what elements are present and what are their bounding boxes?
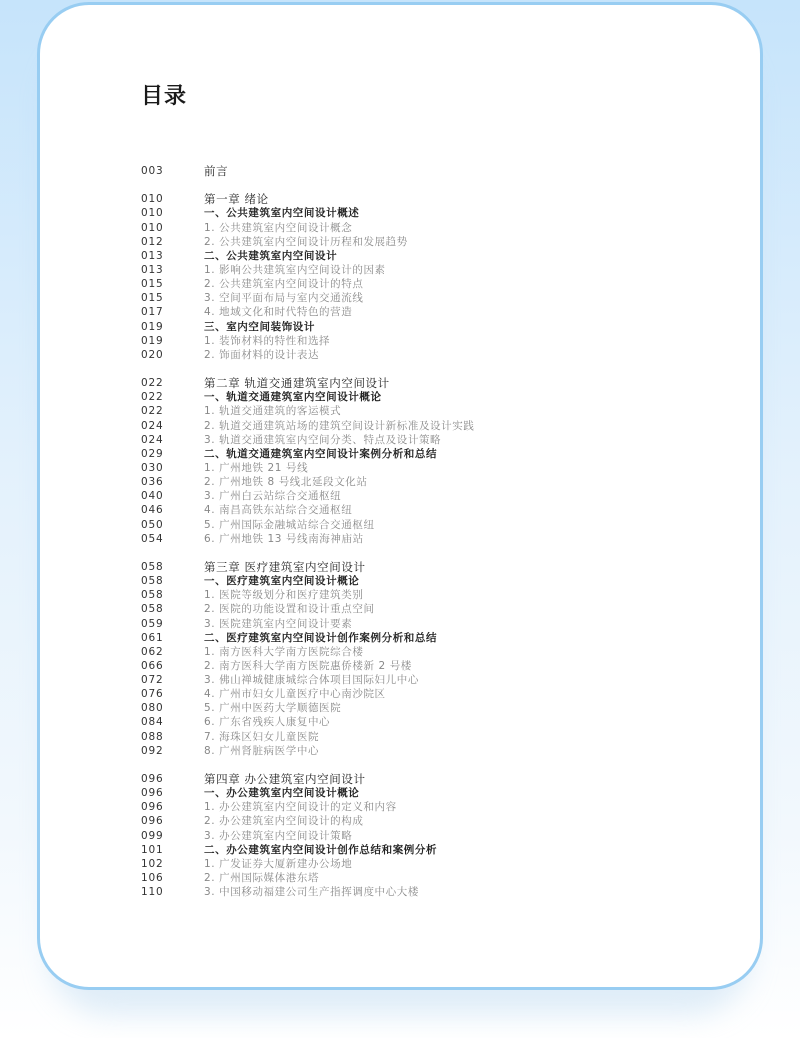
entry-title: 第一章 绪论 [204,192,269,207]
toc-entry-chapter[interactable] [141,376,741,390]
toc-entry-item[interactable] [141,404,741,418]
toc-entry-section[interactable] [141,574,741,588]
entry-title: 一、医疗建筑室内空间设计概论 [204,575,360,588]
toc-entry-item[interactable] [141,645,741,659]
page-number: 088 [141,730,164,743]
page-number: 024 [141,419,164,432]
page-number: 099 [141,829,164,842]
page-number: 092 [141,744,164,757]
toc-entry-item[interactable] [141,744,741,758]
page-number: 076 [141,688,164,701]
toc-entry-item[interactable] [141,334,741,348]
toc-entry-item[interactable] [141,602,741,616]
page-number: 054 [141,532,164,545]
group-spacer [141,362,741,376]
toc-entry-section[interactable] [141,320,741,334]
entry-title: 1. 广州地铁 21 号线 [204,461,309,474]
entry-title: 二、轨道交通建筑室内空间设计案例分析和总结 [204,447,438,460]
page-number: 022 [141,405,164,418]
toc-card [37,2,763,990]
entry-title: 4. 广州市妇女儿童医疗中心南沙院区 [204,688,386,701]
entry-title: 第二章 轨道交通建筑室内空间设计 [204,376,390,391]
page-number: 019 [141,334,164,347]
entry-title: 三、室内空间装饰设计 [204,320,315,333]
page-number: 012 [141,235,164,248]
toc-entry-item[interactable] [141,885,741,899]
entry-title: 1. 医院等级划分和医疗建筑类别 [204,589,364,602]
entry-title: 2. 广州国际媒体港东塔 [204,872,320,885]
page-number: 062 [141,645,164,658]
toc-entry-item[interactable] [141,305,741,319]
page-number: 096 [141,773,164,786]
entry-title: 2. 公共建筑室内空间设计历程和发展趋势 [204,235,408,248]
page-number: 096 [141,801,164,814]
entry-title: 3. 中国移动福建公司生产指挥调度中心大楼 [204,886,419,899]
entry-title: 第四章 办公建筑室内空间设计 [204,772,366,787]
toc-entry-chapter[interactable] [141,192,741,206]
page-number: 040 [141,490,164,503]
toc-entry-item[interactable] [141,348,741,362]
toc-entry-section[interactable] [141,631,741,645]
page-number: 019 [141,320,164,333]
entry-title: 一、办公建筑室内空间设计概论 [204,787,360,800]
toc-entry-item[interactable] [141,687,741,701]
toc-entry-item[interactable] [141,489,741,503]
toc-entry-chapter[interactable] [141,560,741,574]
page-number: 010 [141,221,164,234]
toc-entry-item[interactable] [141,433,741,447]
page-number: 096 [141,787,164,800]
toc-entry-item[interactable] [141,701,741,715]
page-number: 003 [141,165,164,177]
entry-title: 二、医疗建筑室内空间设计创作案例分析和总结 [204,631,438,644]
toc-entry-chapter[interactable] [141,164,741,178]
page-number: 096 [141,815,164,828]
entry-title: 6. 广东省残疾人康复中心 [204,716,331,729]
entry-title: 2. 饰面材料的设计表达 [204,348,320,361]
toc-entry-item[interactable] [141,263,741,277]
page-number: 058 [141,603,164,616]
toc-entry-item[interactable] [141,518,741,532]
toc-entry-item[interactable] [141,814,741,828]
entry-title: 二、公共建筑室内空间设计 [204,249,338,262]
entry-title: 2. 医院的功能设置和设计重点空间 [204,603,375,616]
group-spacer [141,546,741,560]
group-spacer [141,758,741,772]
toc-entry-item[interactable] [141,419,741,433]
toc-entry-item[interactable] [141,730,741,744]
page-number: 072 [141,674,164,687]
toc-entry-item[interactable] [141,617,741,631]
entry-title: 1. 轨道交通建筑的客运模式 [204,405,342,418]
entry-title: 1. 南方医科大学南方医院综合楼 [204,645,364,658]
toc-entry-item[interactable] [141,503,741,517]
toc-entry-section[interactable] [141,843,741,857]
toc-entry-section[interactable] [141,390,741,404]
page-number: 058 [141,589,164,602]
page-number: 058 [141,575,164,588]
page-number: 101 [141,843,164,856]
entry-title: 第三章 医疗建筑室内空间设计 [204,559,366,574]
entry-title: 3. 广州白云站综合交通枢纽 [204,490,342,503]
entry-title: 3. 空间平面布局与室内交通流线 [204,292,364,305]
page-number: 061 [141,631,164,644]
group-spacer [141,178,741,192]
entry-title: 前言 [204,164,229,178]
toc-entry-section[interactable] [141,447,741,461]
page-number: 030 [141,461,164,474]
toc-entry-item[interactable] [141,588,741,602]
toc-entry-item[interactable] [141,291,741,305]
toc-entry-item[interactable] [141,857,741,871]
entry-title: 2. 南方医科大学南方医院惠侨楼新 2 号楼 [204,659,412,672]
page-number: 046 [141,504,164,517]
toc-entry-item[interactable] [141,871,741,885]
page-number: 106 [141,872,164,885]
entry-title: 2. 广州地铁 8 号线北延段文化站 [204,476,368,489]
page-title: 目录 [141,84,188,109]
entry-title: 2. 办公建筑室内空间设计的构成 [204,815,364,828]
entry-title: 1. 装饰材料的特性和选择 [204,334,331,347]
page-number: 020 [141,348,164,361]
entry-title: 3. 轨道交通建筑室内空间分类、特点及设计策略 [204,433,442,446]
entry-title: 2. 轨道交通建筑站场的建筑空间设计新标准及设计实践 [204,419,475,432]
page-number: 059 [141,617,164,630]
toc-entry-item[interactable] [141,475,741,489]
entry-title: 4. 南昌高铁东站综合交通枢纽 [204,504,353,517]
toc-entry-chapter[interactable] [141,772,741,786]
entry-title: 3. 办公建筑室内空间设计策略 [204,829,353,842]
page-number: 017 [141,306,164,319]
page-number: 013 [141,263,164,276]
toc-entry-item[interactable] [141,659,741,673]
page-number: 102 [141,857,164,870]
entry-title: 一、公共建筑室内空间设计概述 [204,207,360,220]
toc-entry-item[interactable] [141,829,741,843]
toc-entry-section[interactable] [141,249,741,263]
toc-entry-item[interactable] [141,235,741,249]
page-number: 110 [141,886,164,899]
toc-entry-item[interactable] [141,673,741,687]
page-number: 036 [141,476,164,489]
entry-title: 6. 广州地铁 13 号线南海神庙站 [204,532,364,545]
toc-entry-item[interactable] [141,715,741,729]
toc-entry-section[interactable] [141,786,741,800]
page-number: 015 [141,292,164,305]
page-number: 080 [141,702,164,715]
page-number: 084 [141,716,164,729]
page-number: 015 [141,278,164,291]
toc-entry-section[interactable] [141,206,741,220]
entry-title: 一、轨道交通建筑室内空间设计概论 [204,391,382,404]
toc-entry-item[interactable] [141,800,741,814]
page-number: 010 [141,193,164,206]
page-number: 024 [141,433,164,446]
entry-title: 5. 广州国际金融城站综合交通枢纽 [204,518,375,531]
page-number: 050 [141,518,164,531]
entry-title: 4. 地域文化和时代特色的营造 [204,306,353,319]
entry-title: 8. 广州肾脏病医学中心 [204,744,320,757]
entry-title: 3. 佛山禅城健康城综合体项目国际妇儿中心 [204,674,419,687]
entry-title: 1. 办公建筑室内空间设计的定义和内容 [204,801,397,814]
entry-title: 1. 影响公共建筑室内空间设计的因素 [204,263,386,276]
entry-title: 5. 广州中医药大学顺德医院 [204,702,342,715]
toc-entry-item[interactable] [141,532,741,546]
entry-title: 3. 医院建筑室内空间设计要素 [204,617,353,630]
page-number: 029 [141,447,164,460]
entry-title: 7. 海珠区妇女儿童医院 [204,730,320,743]
entry-title: 二、办公建筑室内空间设计创作总结和案例分析 [204,843,438,856]
toc-entry-item[interactable] [141,277,741,291]
page-number: 022 [141,377,164,390]
entry-title: 1. 公共建筑室内空间设计概念 [204,221,353,234]
page-number: 022 [141,391,164,404]
page-number: 013 [141,249,164,262]
table-of-contents [141,164,741,899]
toc-entry-item[interactable] [141,461,741,475]
page-number: 010 [141,207,164,220]
page-number: 058 [141,560,164,573]
page-number: 066 [141,659,164,672]
entry-title: 2. 公共建筑室内空间设计的特点 [204,278,364,291]
entry-title: 1. 广发证券大厦新建办公场地 [204,857,353,870]
toc-entry-item[interactable] [141,221,741,235]
